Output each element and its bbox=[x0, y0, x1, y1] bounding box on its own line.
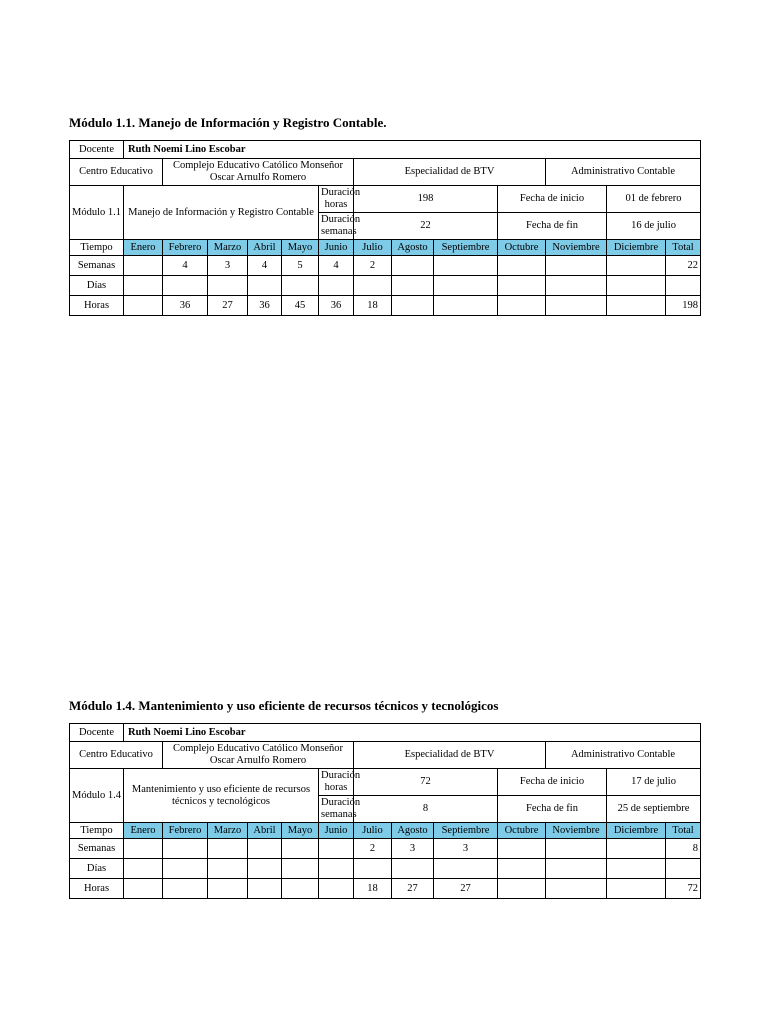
fecha-fin-value: 25 de septiembre bbox=[607, 796, 701, 823]
month-header: Septiembre bbox=[434, 240, 498, 256]
month-header: Septiembre bbox=[434, 823, 498, 839]
table-cell bbox=[282, 839, 319, 859]
table-cell bbox=[163, 859, 208, 879]
table-cell bbox=[434, 256, 498, 276]
month-header: Junio bbox=[319, 823, 354, 839]
table-cell bbox=[124, 839, 163, 859]
month-header: Junio bbox=[319, 240, 354, 256]
table-row bbox=[70, 879, 701, 899]
fecha-fin-label: Fecha de fin bbox=[498, 796, 607, 823]
table-cell bbox=[319, 879, 354, 899]
table-cell: 72 bbox=[666, 879, 701, 899]
module-title bbox=[69, 115, 700, 131]
row-label: Semanas bbox=[70, 256, 124, 276]
table-cell: 45 bbox=[282, 296, 319, 316]
table-cell bbox=[124, 276, 163, 296]
table-cell bbox=[124, 859, 163, 879]
centro-label: Centro Educativo bbox=[70, 159, 163, 186]
module-section bbox=[69, 698, 700, 899]
table-cell bbox=[392, 256, 434, 276]
table-cell bbox=[498, 296, 546, 316]
month-header: Agosto bbox=[392, 240, 434, 256]
table-row bbox=[70, 859, 701, 879]
month-header: Diciembre bbox=[607, 240, 666, 256]
table-cell bbox=[546, 276, 607, 296]
duracion-horas-label: Duración horas bbox=[319, 769, 354, 796]
month-header: Marzo bbox=[208, 240, 248, 256]
table-cell: 18 bbox=[354, 296, 392, 316]
table-cell bbox=[607, 296, 666, 316]
modulo-label: Módulo 1.4 bbox=[70, 769, 124, 823]
table-cell bbox=[248, 879, 282, 899]
table-cell: 18 bbox=[354, 879, 392, 899]
table-row bbox=[70, 256, 701, 276]
module-title bbox=[69, 698, 700, 714]
especialidad-value: Administrativo Contable bbox=[546, 159, 701, 186]
table-cell bbox=[546, 879, 607, 899]
table-cell bbox=[319, 276, 354, 296]
fecha-inicio-value: 17 de julio bbox=[607, 769, 701, 796]
modulo-label: Módulo 1.1 bbox=[70, 186, 124, 240]
table-cell bbox=[607, 256, 666, 276]
table-cell bbox=[498, 839, 546, 859]
table-cell: 4 bbox=[319, 256, 354, 276]
centro-value: Complejo Educativo Católico Monseñor Oscar Arnulfo Romero bbox=[163, 742, 354, 769]
table-cell bbox=[124, 256, 163, 276]
table-cell bbox=[392, 276, 434, 296]
fecha-inicio-value: 01 de febrero bbox=[607, 186, 701, 213]
fecha-fin-value: 16 de julio bbox=[607, 213, 701, 240]
table-cell: 8 bbox=[666, 839, 701, 859]
row-label: Días bbox=[70, 859, 124, 879]
table-cell bbox=[546, 839, 607, 859]
table-cell bbox=[124, 296, 163, 316]
table-cell bbox=[282, 276, 319, 296]
modulo-name: Mantenimiento y uso eficiente de recursos técnicos y tecnológicos bbox=[124, 769, 319, 823]
table-cell bbox=[208, 859, 248, 879]
month-header: Enero bbox=[124, 823, 163, 839]
duracion-horas-value: 72 bbox=[354, 769, 498, 796]
table-cell: 36 bbox=[163, 296, 208, 316]
table-cell bbox=[607, 276, 666, 296]
module-title-bold: Módulo 1.4 bbox=[69, 698, 132, 713]
centro-value: Complejo Educativo Católico Monseñor Oscar Arnulfo Romero bbox=[163, 159, 354, 186]
row-label: Semanas bbox=[70, 839, 124, 859]
docente-label: Docente bbox=[70, 141, 124, 159]
table-cell: 198 bbox=[666, 296, 701, 316]
table-cell: 22 bbox=[666, 256, 701, 276]
table-cell bbox=[248, 839, 282, 859]
table-cell bbox=[248, 276, 282, 296]
total-header: Total bbox=[666, 823, 701, 839]
table-cell bbox=[666, 276, 701, 296]
month-header: Noviembre bbox=[546, 823, 607, 839]
module-title-text: . Mantenimiento y uso eficiente de recursos técnicos y tecnológicos bbox=[131, 698, 499, 713]
month-header: Mayo bbox=[282, 823, 319, 839]
table-cell bbox=[208, 276, 248, 296]
month-header: Febrero bbox=[163, 240, 208, 256]
table-cell bbox=[282, 879, 319, 899]
table-cell bbox=[319, 839, 354, 859]
month-header: Abril bbox=[248, 240, 282, 256]
duracion-horas-value: 198 bbox=[354, 186, 498, 213]
table-cell bbox=[498, 276, 546, 296]
row-label: Horas bbox=[70, 879, 124, 899]
month-header: Abril bbox=[248, 823, 282, 839]
total-header: Total bbox=[666, 240, 701, 256]
module-title-text: . Manejo de Información y Registro Contable. bbox=[131, 115, 387, 130]
month-header: Marzo bbox=[208, 823, 248, 839]
modulo-name: Manejo de Información y Registro Contable bbox=[124, 186, 319, 240]
duracion-semanas-label: Duración semanas bbox=[319, 796, 354, 823]
table-cell bbox=[607, 839, 666, 859]
table-cell: 27 bbox=[208, 296, 248, 316]
fecha-inicio-label: Fecha de inicio bbox=[498, 769, 607, 796]
docente-value: Ruth Noemi Lino Escobar bbox=[124, 724, 701, 742]
especialidad-label: Especialidad de BTV bbox=[354, 742, 546, 769]
month-header: Diciembre bbox=[607, 823, 666, 839]
table-cell: 2 bbox=[354, 256, 392, 276]
month-header: Agosto bbox=[392, 823, 434, 839]
table-cell bbox=[354, 859, 392, 879]
month-header: Julio bbox=[354, 823, 392, 839]
table-cell bbox=[498, 879, 546, 899]
table-cell bbox=[163, 276, 208, 296]
table-cell bbox=[248, 859, 282, 879]
table-cell bbox=[498, 859, 546, 879]
month-header: Julio bbox=[354, 240, 392, 256]
module-table bbox=[69, 723, 701, 899]
table-cell bbox=[392, 859, 434, 879]
tiempo-label: Tiempo bbox=[70, 823, 124, 839]
table-cell bbox=[208, 879, 248, 899]
table-cell bbox=[163, 879, 208, 899]
table-cell bbox=[666, 859, 701, 879]
table-cell bbox=[546, 859, 607, 879]
table-cell bbox=[392, 296, 434, 316]
module-section bbox=[69, 115, 700, 316]
table-cell bbox=[124, 879, 163, 899]
especialidad-value: Administrativo Contable bbox=[546, 742, 701, 769]
month-header: Enero bbox=[124, 240, 163, 256]
module-title-bold: Módulo 1.1 bbox=[69, 115, 132, 130]
table-cell bbox=[319, 859, 354, 879]
month-header: Octubre bbox=[498, 240, 546, 256]
duracion-semanas-value: 8 bbox=[354, 796, 498, 823]
table-cell: 3 bbox=[392, 839, 434, 859]
table-row bbox=[70, 296, 701, 316]
docente-value: Ruth Noemi Lino Escobar bbox=[124, 141, 701, 159]
table-cell: 36 bbox=[248, 296, 282, 316]
table-cell bbox=[546, 256, 607, 276]
centro-label: Centro Educativo bbox=[70, 742, 163, 769]
table-cell bbox=[498, 256, 546, 276]
table-cell: 27 bbox=[434, 879, 498, 899]
module-table bbox=[69, 140, 701, 316]
table-cell bbox=[434, 276, 498, 296]
table-cell: 3 bbox=[434, 839, 498, 859]
month-header: Mayo bbox=[282, 240, 319, 256]
table-cell: 2 bbox=[354, 839, 392, 859]
table-row bbox=[70, 839, 701, 859]
table-cell bbox=[282, 859, 319, 879]
table-cell bbox=[163, 839, 208, 859]
month-header: Febrero bbox=[163, 823, 208, 839]
fecha-inicio-label: Fecha de inicio bbox=[498, 186, 607, 213]
docente-label: Docente bbox=[70, 724, 124, 742]
table-cell bbox=[607, 859, 666, 879]
table-cell: 27 bbox=[392, 879, 434, 899]
row-label: Días bbox=[70, 276, 124, 296]
table-row bbox=[70, 276, 701, 296]
table-cell: 36 bbox=[319, 296, 354, 316]
table-cell bbox=[434, 296, 498, 316]
tiempo-label: Tiempo bbox=[70, 240, 124, 256]
table-cell bbox=[607, 879, 666, 899]
month-header: Noviembre bbox=[546, 240, 607, 256]
duracion-horas-label: Duración horas bbox=[319, 186, 354, 213]
table-cell: 5 bbox=[282, 256, 319, 276]
table-cell bbox=[208, 839, 248, 859]
duracion-semanas-label: Duración semanas bbox=[319, 213, 354, 240]
month-header: Octubre bbox=[498, 823, 546, 839]
table-cell: 3 bbox=[208, 256, 248, 276]
table-cell: 4 bbox=[248, 256, 282, 276]
duracion-semanas-value: 22 bbox=[354, 213, 498, 240]
table-cell bbox=[434, 859, 498, 879]
especialidad-label: Especialidad de BTV bbox=[354, 159, 546, 186]
table-cell bbox=[354, 276, 392, 296]
row-label: Horas bbox=[70, 296, 124, 316]
table-cell bbox=[546, 296, 607, 316]
table-cell: 4 bbox=[163, 256, 208, 276]
fecha-fin-label: Fecha de fin bbox=[498, 213, 607, 240]
